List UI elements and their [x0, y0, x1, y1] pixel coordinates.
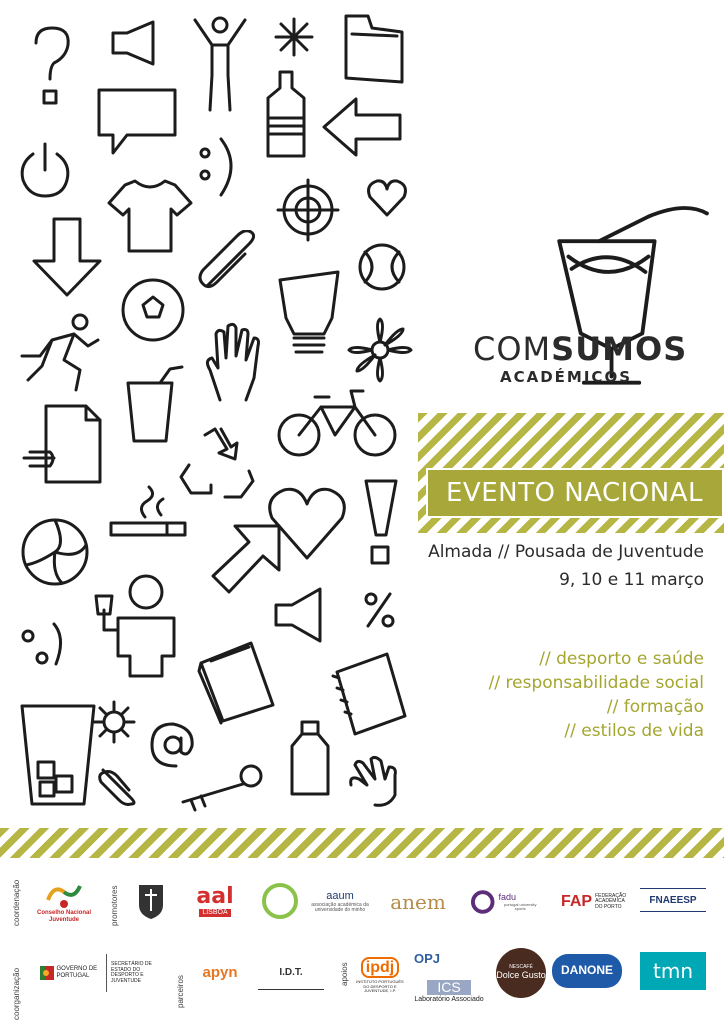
soccer-ball-icon [118, 275, 188, 345]
label-coordenacao: coordenação [12, 879, 21, 926]
speech-bubble-icon [95, 85, 180, 160]
percent-icon [362, 590, 397, 630]
idt-label: I.D.T. [279, 967, 303, 978]
logo-title-light: COM [473, 330, 552, 368]
key-icon [175, 762, 270, 812]
label-coorganizacao: coorganização [12, 967, 21, 1020]
hand-icon [200, 320, 270, 405]
dolce-label: Dolce Gusto [496, 969, 546, 980]
bicycle-icon [275, 385, 400, 460]
ics-label: ICS [427, 980, 470, 995]
exclamation-icon [358, 475, 403, 570]
logo-nescafe [496, 948, 546, 998]
arrow-down-icon [30, 215, 105, 300]
apyn-label: apyn [202, 963, 238, 981]
tshirt-icon [105, 175, 195, 255]
topic-list [489, 647, 704, 743]
opj-label: OPJ [414, 950, 441, 966]
logo-ics [414, 976, 484, 1008]
person-holding-cup-icon [88, 570, 188, 680]
aal-sub: LISBOA [199, 909, 230, 917]
notepad-icon [325, 650, 410, 740]
smiley-icon [195, 135, 245, 200]
logo-governo [34, 954, 104, 992]
fadu-sub: portugal university sports [503, 901, 537, 911]
dots-icon [18, 620, 68, 670]
bottle-icon [258, 68, 318, 163]
topic-item: // desporto e saúde [539, 649, 704, 669]
logo-anem [382, 882, 454, 922]
cigarette-icon [105, 485, 190, 545]
fnaeesp-label: FNAEESP [649, 894, 697, 906]
ipdj-label: ipdj [361, 957, 399, 979]
logo-academia-crest [130, 878, 172, 924]
tmn-label: tmn [653, 959, 693, 983]
logo-apyn [192, 956, 248, 990]
portugal-flag-icon [40, 966, 54, 980]
topic-item: // estilos de vida [564, 721, 704, 741]
logo-fap [556, 882, 634, 922]
secretario-label: SECRETÁRIO DE ESTADO DO DESPORTO E JUVENTUDE [111, 961, 152, 984]
fap-sub: FEDERAÇÃO ACADÉMICA DO PORTO [595, 892, 627, 910]
logo-ipdj [356, 948, 404, 1002]
fadu-mark-icon [470, 889, 495, 915]
logo-secretario [106, 954, 164, 992]
flower-icon [345, 315, 415, 385]
label-apoios: apoios [340, 962, 349, 986]
aaum-label: aaum [326, 890, 354, 903]
book-icon [195, 635, 280, 725]
doodle-icons-area [0, 0, 420, 820]
logo-aaum [310, 880, 370, 924]
logo-fnaeesp [640, 888, 706, 912]
lab-label: Laboratório Associado [414, 996, 484, 1004]
footer-stripe [0, 828, 724, 858]
fadu-label: fadu [498, 891, 516, 902]
logo-title-bold: SUMOS [551, 330, 688, 368]
logo-idt [258, 956, 324, 990]
megaphone-icon [105, 18, 160, 68]
logo-cnj [34, 876, 94, 928]
question-mark-icon [30, 25, 75, 110]
light-bulb-icon [272, 268, 347, 363]
logo-tmn [640, 952, 706, 990]
small-bottle-icon [288, 718, 333, 798]
paperclip-small-icon [95, 762, 140, 807]
heart-icon [365, 175, 410, 220]
crest-icon [135, 881, 167, 921]
folder-icon [342, 10, 407, 85]
sun-icon [92, 700, 137, 745]
logo-fadu [470, 882, 542, 922]
fap-label: FAP [560, 893, 593, 911]
paperclip-icon [195, 230, 265, 295]
running-person-icon [18, 310, 103, 395]
event-label-box [426, 468, 724, 518]
label-parceiros: parceiros [176, 975, 185, 1008]
logo-title [473, 330, 687, 368]
glass-with-ice-icon [18, 700, 98, 810]
event-dates: 9, 10 e 11 março [559, 570, 704, 590]
volleyball-icon [18, 515, 93, 590]
logo-green-circle [255, 878, 305, 924]
danone-label: DANONE [560, 963, 613, 978]
cnj-label: Conselho Nacional Juventude [36, 910, 91, 923]
asterisk-icon [272, 15, 317, 60]
event-label: EVENTO NACIONAL [446, 478, 703, 508]
logo-aal [190, 878, 240, 924]
label-promotores: promotores [110, 885, 119, 926]
aal-label: aal [196, 884, 234, 910]
logo-danone [552, 954, 622, 988]
partners-section [0, 868, 724, 1024]
anem-label: anem [390, 890, 446, 914]
topic-item: // formação [606, 697, 704, 717]
topic-item: // responsabilidade social [488, 673, 704, 693]
logo-opj [414, 948, 484, 970]
arrow-left-icon [320, 95, 405, 160]
hand-wave-icon [345, 755, 405, 810]
cnj-mark-icon [44, 880, 84, 910]
ipdj-sub: INSTITUTO PORTUGUÊS DO DESPORTO E JUVENTUDE, I.P. [356, 979, 404, 993]
nescafe-label: NESCAFÉ [509, 964, 533, 971]
power-icon [15, 140, 75, 200]
tennis-ball-icon [355, 240, 410, 295]
event-venue: Almada // Pousada de Juventude [428, 542, 704, 562]
logo-subtitle: ACADÉMICOS [500, 368, 632, 386]
target-icon [276, 178, 341, 243]
governo-label: GOVERNO DE PORTUGAL [56, 966, 98, 979]
green-circle-icon [261, 882, 299, 920]
aaum-sub: associação académica da universidade do minho [311, 901, 369, 914]
person-cheering-icon [190, 15, 250, 115]
document-pointing-icon [20, 400, 110, 490]
